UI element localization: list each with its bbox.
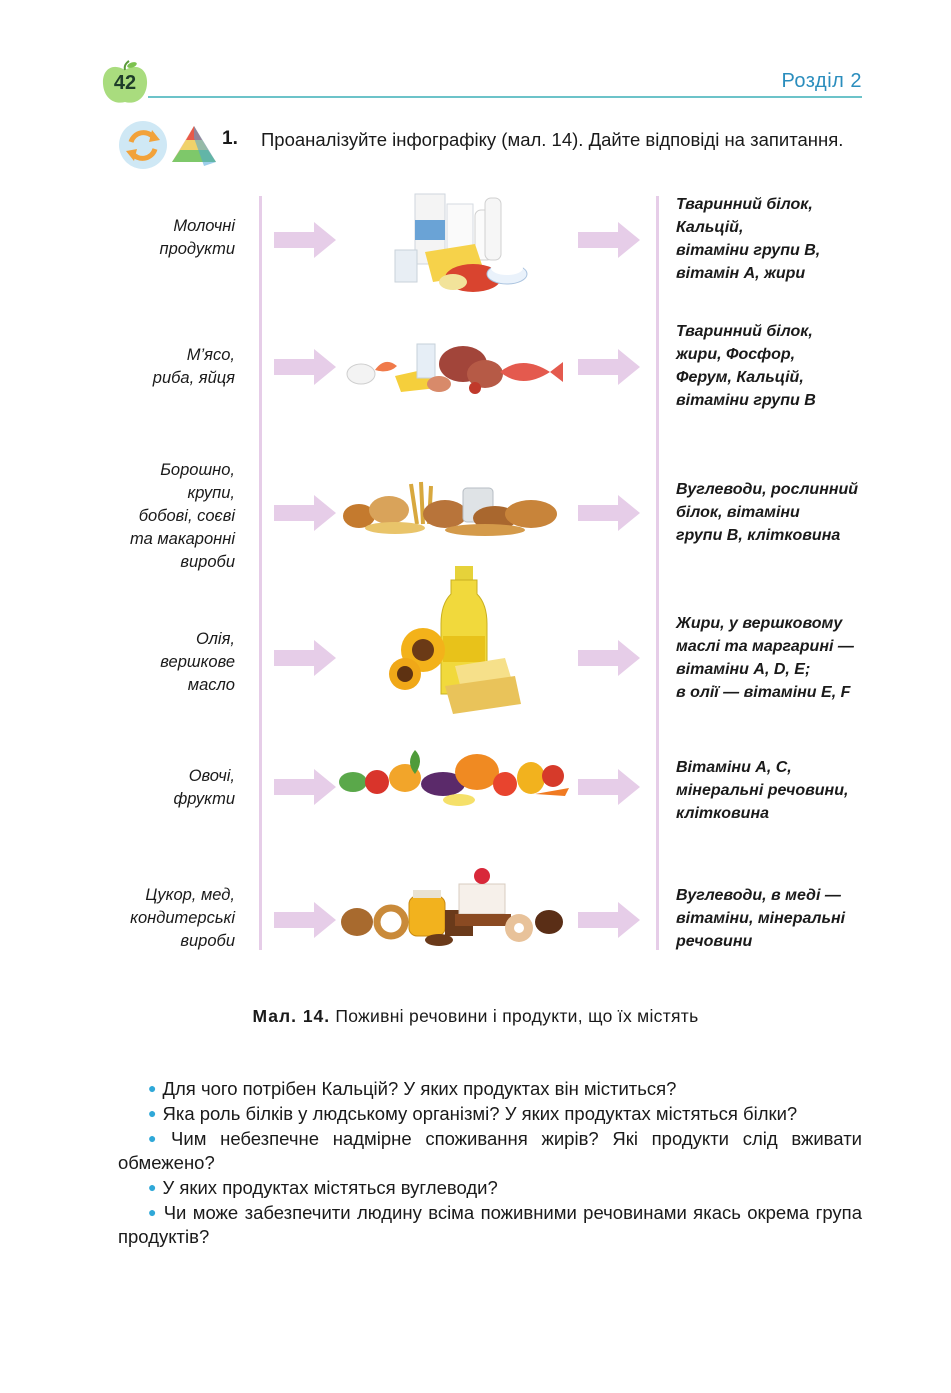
refresh-cycle-icon xyxy=(119,121,167,169)
nutrients-vegetables: Вітаміни А, С, мінеральні речовини, клітковина xyxy=(676,759,849,822)
arrow-right-icon xyxy=(578,769,640,805)
question-item: ● Для чого потрібен Кальцій? У яких продуктах він міститься? xyxy=(148,1078,677,1099)
arrow-right-icon xyxy=(274,640,336,676)
bullet-icon: ● xyxy=(148,1080,157,1096)
arrow-right-icon xyxy=(578,495,640,531)
arrow-right-icon xyxy=(274,902,336,938)
arrow-right-icon xyxy=(578,222,640,258)
arrow-right-icon xyxy=(578,902,640,938)
bullet-icon: ● xyxy=(148,1179,157,1195)
task-number: 1. xyxy=(222,128,238,149)
task-icons xyxy=(116,118,220,172)
oil-butter-image xyxy=(335,566,575,716)
nutrients-meat: Тваринний білок, жири, Фосфор, Ферум, Кальцій, вітаміни групи В xyxy=(676,323,816,409)
question-item: ● Чи може забезпечити людину всіма поживними речовинами якась окрема група продуктів? xyxy=(118,1202,862,1247)
question-item: ● Яка роль білків у людському організмі? У яких продуктах містяться білки? xyxy=(148,1103,798,1124)
arrow-right-icon xyxy=(274,349,336,385)
bullet-icon: ● xyxy=(148,1105,157,1121)
page-number: 42 xyxy=(113,72,137,94)
food-label-sweets: Цукор, мед, кондитерські вироби xyxy=(130,886,235,950)
question-item: ● Чим небезпечне надмірне споживання жирів? Які продукти слід вживати обмежено? xyxy=(118,1128,862,1173)
sweets-honey-image xyxy=(335,860,575,950)
infographic-left-line xyxy=(259,196,262,950)
page-number-badge xyxy=(100,60,150,106)
food-pyramid-icon xyxy=(172,126,216,166)
food-label-vegetables: Овочі, фрукти xyxy=(173,767,235,808)
questions-list xyxy=(118,1076,862,1249)
bullet-icon: ● xyxy=(148,1204,158,1220)
food-label-oils: Олія, вершкове масло xyxy=(160,630,235,694)
figure-caption-text: Поживні речовини і продукти, що їх містять xyxy=(335,1006,699,1026)
arrow-right-icon xyxy=(274,222,336,258)
food-label-grains: Борошно, крупи, бобові, соєві та макаронні вироби xyxy=(130,461,235,571)
nutrients-sweets: Вуглеводи, в меді — вітаміни, мінеральні речовини xyxy=(676,887,846,950)
food-label-meat: М’ясо, риба, яйця xyxy=(152,346,235,387)
arrow-right-icon xyxy=(274,769,336,805)
arrow-right-icon xyxy=(274,495,336,531)
figure-number: Мал. 14. xyxy=(252,1006,331,1026)
nutrients-grains: Вуглеводи, рослинний білок, вітаміни групи В, клітковина xyxy=(676,481,859,544)
figure-caption xyxy=(0,1006,951,1027)
food-label-dairy: Молочні продукти xyxy=(159,217,235,258)
vegetables-fruits-image xyxy=(335,742,575,808)
header-divider xyxy=(148,96,862,98)
grains-bread-image xyxy=(335,474,575,538)
dairy-products-image xyxy=(335,190,575,300)
task-text: Проаналізуйте інфографіку (мал. 14). Дайте відповіді на запитання. xyxy=(261,129,844,150)
nutrients-dairy: Тваринний білок, Кальцій, вітаміни групи В, вітамін А, жири xyxy=(676,196,821,282)
arrow-right-icon xyxy=(578,640,640,676)
nutrients-oils: Жири, у вершковому маслі та маргарині — вітаміни А, D, E; в олії — вітаміни Е, F xyxy=(676,615,854,701)
question-item: ● У яких продуктах містяться вуглеводи? xyxy=(148,1177,498,1198)
bullet-icon: ● xyxy=(148,1130,166,1146)
arrow-right-icon xyxy=(578,349,640,385)
infographic-right-line xyxy=(656,196,659,950)
section-label: Розділ 2 xyxy=(781,70,862,92)
meat-fish-eggs-image xyxy=(335,330,575,400)
